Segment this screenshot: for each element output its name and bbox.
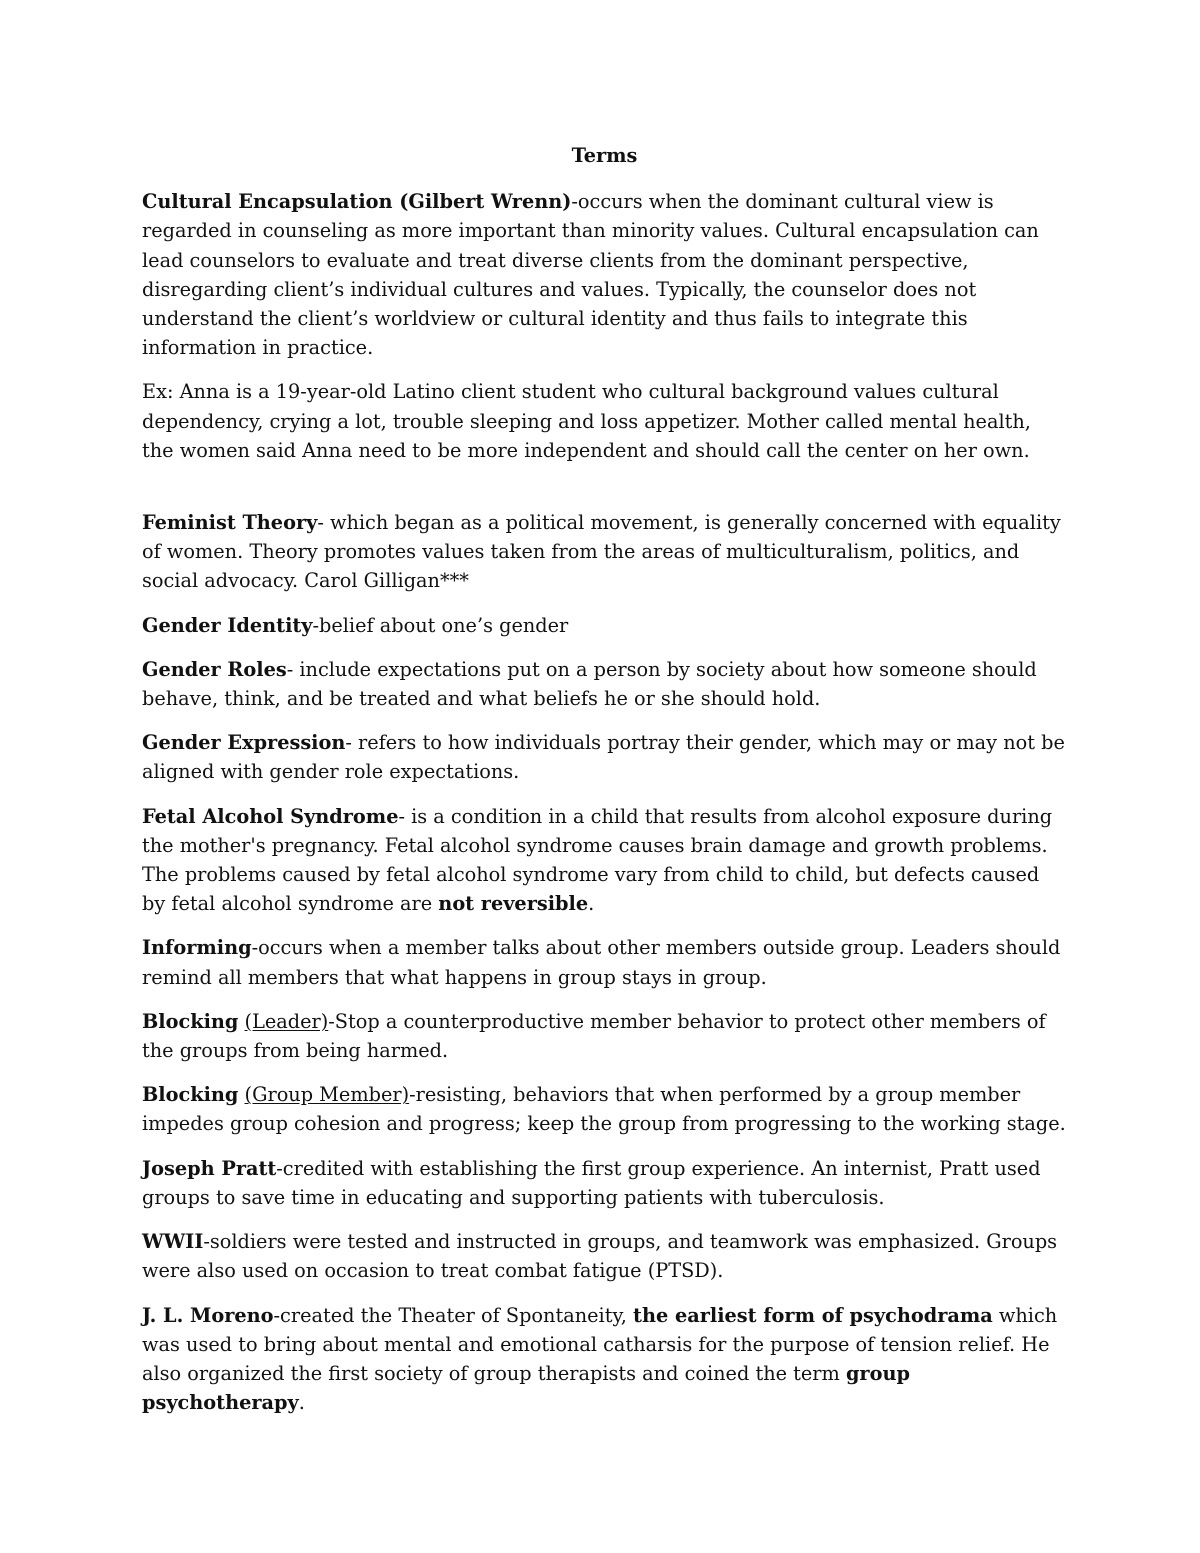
- term-gender-expression: Gender Expression: [142, 731, 346, 755]
- entry-feminist-theory: [142, 508, 1067, 596]
- definition-feminist-theory: - which began as a political movement, is generally concerned with equality of women. Theory promotes values taken from the areas of multiculturalism, politics, and social advocacy. Carol Gilligan***: [142, 511, 1061, 593]
- qualifier-group-member: (Group Member): [244, 1083, 410, 1107]
- entry-fetal-alcohol-syndrome: [142, 802, 1067, 919]
- term-gender-roles: Gender Roles: [142, 657, 287, 681]
- punctuation: .: [298, 1391, 305, 1415]
- entry-wwii: [142, 1227, 1067, 1285]
- term-feminist-theory: Feminist Theory: [142, 511, 318, 535]
- definition-gender-identity: -belief about one’s gender: [312, 613, 569, 637]
- example-text: Ex: Anna is a 19-year-old Latino client student who cultural background values cultural dependency, crying a lot, trouble sleeping and loss appetizer. Mother called mental health, the women said Anna need to be more independent and should call the center on her own.: [142, 380, 1031, 462]
- term-fetal-alcohol-syndrome: Fetal Alcohol Syndrome: [142, 804, 399, 828]
- entry-gender-identity: [142, 611, 1067, 640]
- definition-informing: -occurs when a member talks about other members outside group. Leaders should remind all members that what happens in group stays in group.: [142, 936, 1061, 989]
- term-informing: Informing: [142, 936, 252, 960]
- term-cultural-encapsulation: Cultural Encapsulation (Gilbert Wrenn): [142, 190, 572, 214]
- term-jl-moreno: J. L. Moreno: [142, 1303, 274, 1327]
- emphasis-group-psychotherapy: group psychotherapy: [142, 1361, 910, 1415]
- definition-gender-expression: - refers to how individuals portray their gender, which may or may not be aligned with gender role expectations.: [142, 731, 1065, 784]
- entry-jl-moreno: [142, 1301, 1067, 1418]
- entry-example: [142, 377, 1067, 465]
- entry-informing: [142, 933, 1067, 991]
- entry-blocking-group-member: [142, 1080, 1067, 1138]
- entry-gender-roles: [142, 655, 1067, 713]
- spacer: [142, 480, 1067, 508]
- definition-cultural-encapsulation: -occurs when the dominant cultural view is regarded in counseling as more important than minority values. Cultural encapsulation can lead counselors to evaluate and treat diverse clients from the dominant perspective, disregarding client’s individual cultures and values. Typically, the counselor does not understand the client’s worldview or cultural identity and thus fails to integrate this information in practice.: [142, 190, 1039, 360]
- definition-jl-moreno-b: which was used to bring about mental and emotional catharsis for the purpose of tension relief. He also organized the first society of group therapists and coined the term: [142, 1303, 1058, 1385]
- definition-joseph-pratt: -credited with establishing the first group experience. An internist, Pratt used groups to save time in educating and supporting patients with tuberculosis.: [142, 1156, 1041, 1209]
- page-title: Terms: [571, 144, 638, 167]
- definition-gender-roles: - include expectations put on a person by society about how someone should behave, think, and be treated and what beliefs he or she should hold.: [142, 657, 1037, 711]
- entry-cultural-encapsulation: [142, 187, 1067, 362]
- term-wwii: WWII: [142, 1230, 204, 1254]
- emphasis-earliest-psychodrama: the earliest form of psychodrama: [633, 1303, 993, 1327]
- qualifier-leader: (Leader): [244, 1009, 329, 1033]
- entry-blocking-leader: [142, 1007, 1067, 1065]
- definition-wwii: -soldiers were tested and instructed in groups, and teamwork was emphasized. Groups were also used on occasion to treat combat fatigue (PTSD).: [142, 1230, 1058, 1283]
- punctuation: .: [588, 892, 595, 916]
- definition-blocking-group-member: -resisting, behaviors that when performed by a group member impedes group cohesion and progress; keep the group from progressing to the working stage.: [142, 1083, 1066, 1136]
- term-joseph-pratt: Joseph Pratt: [142, 1156, 277, 1180]
- term-blocking-leader: Blocking: [142, 1009, 239, 1033]
- definition-fetal-alcohol-syndrome: - is a condition in a child that results from alcohol exposure during the mother's pregnancy. Fetal alcohol syndrome causes brain damage and growth problems. The problems caused by fetal alcohol syndrome vary from child to child, but defects caused by fetal alcohol syndrome are: [142, 804, 1053, 916]
- definition-blocking-leader: -Stop a counterproductive member behavior to protect other members of the groups from being harmed.: [142, 1009, 1046, 1063]
- document-body: [142, 141, 1067, 1432]
- emphasis-not-reversible: not reversible: [438, 892, 589, 916]
- term-blocking-group-member: Blocking: [142, 1083, 239, 1107]
- definition-jl-moreno-a: -created the Theater of Spontaneity,: [273, 1303, 634, 1327]
- entry-gender-expression: [142, 728, 1067, 786]
- term-gender-identity: Gender Identity: [142, 613, 313, 637]
- entry-joseph-pratt: [142, 1154, 1067, 1212]
